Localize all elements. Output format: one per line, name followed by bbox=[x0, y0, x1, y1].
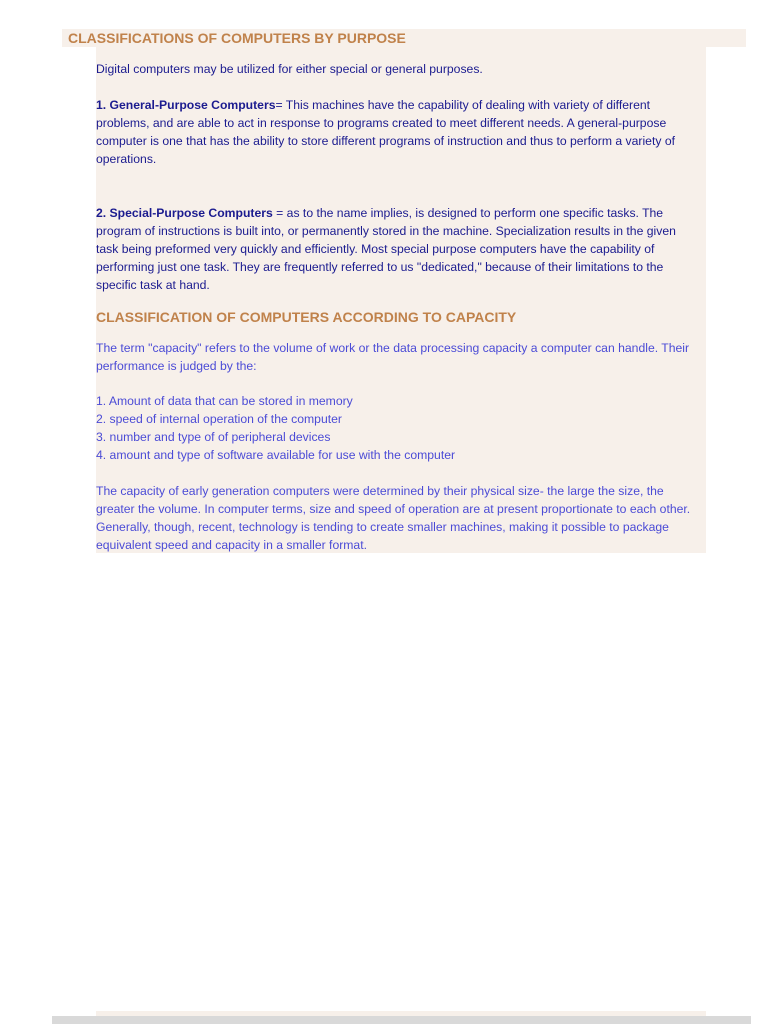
content-panel bbox=[96, 47, 706, 553]
general-purpose-paragraph bbox=[96, 96, 698, 168]
capacity-item-3: 3. number and type of of peripheral devices bbox=[96, 430, 331, 444]
heading-purpose: CLASSIFICATIONS OF COMPUTERS BY PURPOSE bbox=[68, 30, 406, 46]
capacity-item-4: 4. amount and type of software available for use with the computer bbox=[96, 448, 456, 462]
capacity-closing-paragraph: The capacity of early generation computers were determined by their physical size- the large the size, the greater the volume. In computer terms, size and speed of operation are at present proportionate to each other. Generally, though, recent, technology is tending to create smaller machines, making it possible to package equivalent speed and capacity in a smaller format. bbox=[96, 484, 691, 552]
intro-paragraph: Digital computers may be utilized for either special or general purposes. bbox=[96, 62, 483, 76]
footer-bar bbox=[52, 1016, 751, 1024]
general-purpose-label: 1. General-Purpose Computers bbox=[96, 98, 276, 112]
capacity-intro-paragraph: The term "capacity" refers to the volume of work or the data processing capacity a computer can handle. Their performance is judged by the: bbox=[96, 341, 690, 373]
general-purpose-text: = This machines have the capability of dealing with variety of different problems, and are able to act in response to programs created to meet different needs. A general-purpose computer is one that has the ability to store different programs of instruction and thus to perform a variety of operations. bbox=[96, 98, 675, 166]
capacity-item-1: 1. Amount of data that can be stored in memory bbox=[96, 394, 353, 408]
title-bar bbox=[62, 29, 746, 47]
special-purpose-paragraph bbox=[96, 204, 698, 294]
special-purpose-label: 2. Special-Purpose Computers bbox=[96, 206, 273, 220]
heading-capacity: CLASSIFICATION OF COMPUTERS ACCORDING TO CAPACITY bbox=[96, 309, 517, 325]
special-purpose-text: = as to the name implies, is designed to perform one specific tasks. The program of instructions is built into, or permanently stored in the machine. Specialization results in the given task being preformed very quickly and efficiently. Most special purpose computers have the capability of performing just one task. They are frequently referred to us "dedicated," because of their limitations to the specific task at hand. bbox=[96, 206, 676, 292]
capacity-item-2: 2. speed of internal operation of the computer bbox=[96, 412, 342, 426]
